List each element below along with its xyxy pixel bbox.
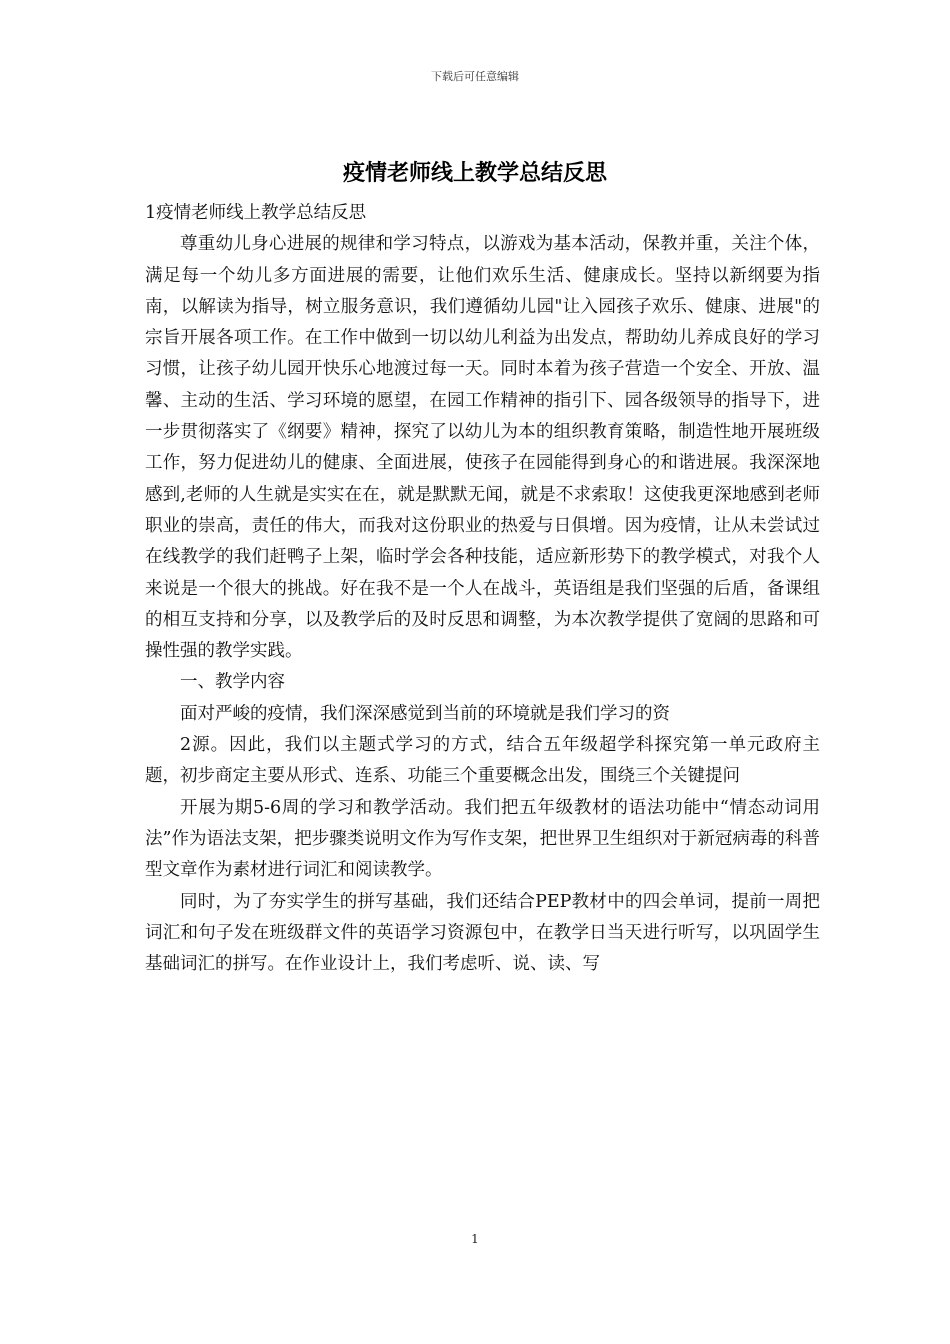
document-body <box>145 198 820 980</box>
body-paragraph: 面对严峻的疫情，我们深深感觉到当前的环境就是我们学习的资 <box>180 703 670 724</box>
subsection-heading: 一、教学内容 <box>180 672 285 693</box>
page-number: 1 <box>471 1232 479 1246</box>
body-paragraph: 2源。因此，我们以主题式学习的方式，结合五年级超学科探究第一单元政府主题，初步商定主要从形式、连系、功能三个重要概念出发，围绕三个关键提问 <box>145 735 820 787</box>
page-header-note: 下载后可任意编辑 <box>431 70 519 83</box>
section-heading: 1疫情老师线上教学总结反思 <box>145 203 367 223</box>
body-paragraph: 尊重幼儿身心进展的规律和学习特点，以游戏为基本活动，保教并重，关注个体，满足每一个幼儿多方面进展的需要，让他们欢乐生活、健康成长。坚持以新纲要为指南，以解读为指导，树立服务意识，我们遵循幼儿园"让入园孩子欢乐、健康、进展"的宗旨开展各项工作。在工作中做到一切以幼儿利益为出发点，帮助幼儿养成良好的学习习惯，让孩子幼儿园开快乐心地渡过每一天。同时本着为孩子营造一个安全、开放、温馨、主动的生活、学习环境的愿望，在园工作精神的指引下、园各级领导的指导下，进一步贯彻落实了《纲要》精神，探究了以幼儿为本的组织教育策略，制造性地开展班级工作，努力促进幼儿的健康、全面进展，使孩子在园能得到身心的和谐进展。我深深地感到,老师的人生就是实实在在，就是默默无闻，就是不求索取！这使我更深地感到老师职业的崇高，责任的伟大，而我对这份职业的热爱与日俱增。因为疫情，让从未尝试过在线教学的我们赶鸭子上架，临时学会各种技能，适应新形势下的教学模式，对我个人来说是一个很大的挑战。好在我不是一个人在战斗，英语组是我们坚强的后盾，备课组的相互支持和分享，以及教学后的及时反思和调整，为本次教学提供了宽阔的思路和可操性强的教学实践。 <box>145 234 820 662</box>
body-paragraph: 同时，为了夯实学生的拼写基础，我们还结合PEP教材中的四会单词，提前一周把词汇和句子发在班级群文件的英语学习资源包中，在教学日当天进行听写，以巩固学生基础词汇的拼写。在作业设计上，我们考虑听、说、读、写 <box>145 891 820 975</box>
body-paragraph: 开展为期5-6周的学习和教学活动。我们把五年级教材的语法功能中“情态动词用法”作为语法支架，把步骤类说明文作为写作支架，把世界卫生组织对于新冠病毒的科普型文章作为素材进行词汇和阅读教学。 <box>145 797 820 881</box>
document-title: 疫情老师线上教学总结反思 <box>342 160 607 186</box>
